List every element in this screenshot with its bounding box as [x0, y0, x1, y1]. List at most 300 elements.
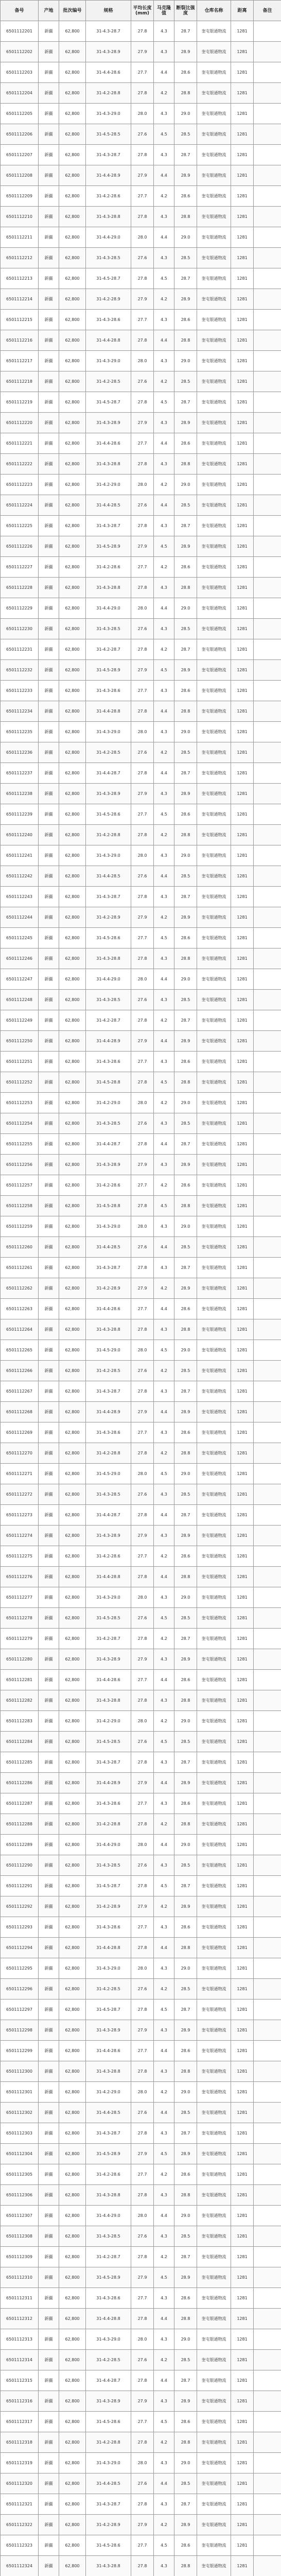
table-cell: [254, 804, 281, 825]
table-row: [1, 825, 281, 845]
table-cell: 27.7: [131, 1052, 154, 1072]
table-cell: 奎屯银通物流: [197, 1443, 231, 1464]
table-row: [1, 2247, 281, 2267]
table-cell: 28.9: [174, 1155, 197, 1175]
table-cell: 6501112216: [1, 330, 39, 351]
table-cell: [254, 1670, 281, 1690]
table-cell: 1281: [231, 392, 254, 413]
table-cell: 6501112214: [1, 289, 39, 310]
table-cell: 新疆: [39, 1381, 59, 1402]
table-cell: 31-4.2-28.8: [86, 2432, 131, 2453]
table-row: [1, 351, 281, 371]
table-cell: 28.7: [174, 1999, 197, 2020]
table-cell: 新疆: [39, 2473, 59, 2494]
table-cell: 62,800: [59, 1876, 86, 1896]
table-cell: [254, 1773, 281, 1793]
table-cell: 1281: [231, 1999, 254, 2020]
table-cell: 6501112324: [1, 2556, 39, 2576]
table-cell: [254, 2473, 281, 2494]
table-cell: 1281: [231, 990, 254, 1010]
table-cell: 31-4.5-28.9: [86, 2144, 131, 2164]
table-cell: 31-4.2-28.8: [86, 825, 131, 845]
table-cell: 新疆: [39, 1340, 59, 1361]
table-row: [1, 2103, 281, 2123]
table-cell: 31-4.3-28.6: [86, 1422, 131, 1443]
table-cell: 28.7: [174, 2370, 197, 2391]
table-row: [1, 2082, 281, 2103]
table-cell: 27.9: [131, 413, 154, 433]
table-cell: 1281: [231, 2515, 254, 2535]
table-cell: 新疆: [39, 1402, 59, 1422]
column-header: 平均长度 (mm): [131, 1, 154, 21]
table-cell: 奎屯银通物流: [197, 1278, 231, 1299]
table-cell: 28.5: [174, 990, 197, 1010]
table-cell: 1281: [231, 227, 254, 248]
table-cell: 新疆: [39, 330, 59, 351]
table-cell: 27.6: [131, 1732, 154, 1752]
table-cell: 奎屯银通物流: [197, 2556, 231, 2576]
table-cell: 新疆: [39, 1814, 59, 1835]
table-cell: 31-4.5-28.8: [86, 1196, 131, 1216]
table-cell: 31-4.3-28.7: [86, 1381, 131, 1402]
table-cell: 31-4.3-28.8: [86, 454, 131, 474]
table-cell: 62,800: [59, 165, 86, 186]
table-cell: 4.4: [154, 1299, 174, 1319]
table-cell: 62,800: [59, 1649, 86, 1670]
table-cell: 6501112244: [1, 907, 39, 928]
table-cell: 27.8: [131, 1258, 154, 1278]
table-cell: 新疆: [39, 2412, 59, 2432]
column-header: 备号: [1, 1, 39, 21]
table-cell: 28.0: [131, 1464, 154, 1484]
table-cell: [254, 1010, 281, 1031]
table-cell: 奎屯银通物流: [197, 1587, 231, 1608]
table-cell: 27.9: [131, 2144, 154, 2164]
table-cell: 6501112238: [1, 784, 39, 804]
table-cell: 27.9: [131, 1278, 154, 1299]
table-cell: 4.4: [154, 330, 174, 351]
table-cell: 6501112315: [1, 2370, 39, 2391]
table-cell: 62,800: [59, 1319, 86, 1340]
table-row: [1, 1670, 281, 1690]
table-row: [1, 1381, 281, 1402]
table-cell: 1281: [231, 722, 254, 742]
table-cell: 31-4.2-28.5: [86, 1979, 131, 1999]
table-cell: 1281: [231, 2061, 254, 2082]
table-cell: 31-4.2-29.0: [86, 2082, 131, 2103]
table-cell: 28.6: [174, 1670, 197, 1690]
table-cell: 奎屯银通物流: [197, 310, 231, 330]
table-row: [1, 1464, 281, 1484]
table-cell: 62,800: [59, 248, 86, 268]
table-cell: 6501112234: [1, 701, 39, 722]
table-cell: 27.6: [131, 248, 154, 268]
table-cell: 28.8: [174, 1319, 197, 1340]
table-cell: 31-4.5-28.7: [86, 1999, 131, 2020]
table-cell: [254, 948, 281, 969]
table-cell: 新疆: [39, 825, 59, 845]
table-cell: 62,800: [59, 1999, 86, 2020]
table-cell: 28.8: [174, 1072, 197, 1093]
table-cell: 28.7: [174, 21, 197, 42]
table-cell: 28.7: [174, 392, 197, 413]
table-cell: 28.0: [131, 598, 154, 619]
table-cell: 1281: [231, 1629, 254, 1649]
table-cell: 1281: [231, 42, 254, 62]
table-cell: [254, 495, 281, 516]
table-row: [1, 1052, 281, 1072]
table-cell: 27.6: [131, 371, 154, 392]
table-cell: 奎屯银通物流: [197, 2412, 231, 2432]
table-cell: 31-4.5-28.6: [86, 2412, 131, 2432]
table-cell: [254, 845, 281, 866]
table-cell: 1281: [231, 1402, 254, 1422]
table-cell: 奎屯银通物流: [197, 42, 231, 62]
table-cell: 31-4.2-28.9: [86, 289, 131, 310]
table-cell: 31-4.3-28.9: [86, 42, 131, 62]
table-cell: 31-4.3-28.8: [86, 2556, 131, 2576]
table-cell: 6501112301: [1, 2082, 39, 2103]
table-cell: 62,800: [59, 639, 86, 660]
table-cell: [254, 1175, 281, 1196]
table-cell: 27.8: [131, 1505, 154, 1526]
table-cell: 奎屯银通物流: [197, 763, 231, 784]
table-cell: 6501112271: [1, 1464, 39, 1484]
table-cell: 4.3: [154, 413, 174, 433]
table-cell: 27.6: [131, 2103, 154, 2123]
table-cell: 4.4: [154, 2309, 174, 2329]
table-cell: 62,800: [59, 887, 86, 907]
table-cell: 1281: [231, 2473, 254, 2494]
table-cell: 奎屯银通物流: [197, 124, 231, 145]
table-cell: 28.0: [131, 1340, 154, 1361]
table-cell: 新疆: [39, 701, 59, 722]
table-cell: 新疆: [39, 1052, 59, 1072]
table-cell: 奎屯银通物流: [197, 248, 231, 268]
table-cell: 奎屯银通物流: [197, 557, 231, 578]
table-cell: [254, 2061, 281, 2082]
table-cell: 1281: [231, 1773, 254, 1793]
table-cell: 4.5: [154, 1340, 174, 1361]
table-row: [1, 248, 281, 268]
table-cell: 28.7: [174, 268, 197, 289]
table-row: [1, 1278, 281, 1299]
table-cell: 28.8: [174, 825, 197, 845]
table-cell: 29.0: [174, 1216, 197, 1237]
table-cell: 6501112245: [1, 928, 39, 948]
table-cell: 新疆: [39, 2041, 59, 2061]
table-cell: 奎屯银通物流: [197, 1526, 231, 1546]
table-cell: 1281: [231, 2535, 254, 2556]
table-cell: 奎屯银通物流: [197, 1093, 231, 1113]
table-cell: 6501112252: [1, 1072, 39, 1093]
table-row: [1, 310, 281, 330]
table-cell: 6501112260: [1, 1237, 39, 1258]
table-cell: 31-4.3-28.5: [86, 1113, 131, 1134]
table-cell: [254, 763, 281, 784]
table-cell: 28.5: [174, 1855, 197, 1876]
table-cell: 奎屯银通物流: [197, 1422, 231, 1443]
table-cell: 28.6: [174, 804, 197, 825]
table-cell: [254, 1484, 281, 1505]
table-cell: 27.9: [131, 165, 154, 186]
table-cell: 28.9: [174, 413, 197, 433]
table-row: [1, 1814, 281, 1835]
table-cell: 27.9: [131, 2020, 154, 2041]
table-cell: 奎屯银通物流: [197, 433, 231, 454]
table-cell: 27.7: [131, 1670, 154, 1690]
table-cell: 28.6: [174, 2535, 197, 2556]
table-cell: 新疆: [39, 495, 59, 516]
table-cell: 1281: [231, 660, 254, 681]
table-cell: 27.8: [131, 2123, 154, 2144]
table-row: [1, 1587, 281, 1608]
table-cell: 奎屯银通物流: [197, 1505, 231, 1526]
table-cell: 奎屯银通物流: [197, 722, 231, 742]
table-cell: 62,800: [59, 1464, 86, 1484]
table-row: [1, 1484, 281, 1505]
table-cell: 6501112248: [1, 990, 39, 1010]
table-cell: 奎屯银通物流: [197, 2329, 231, 2350]
table-cell: [254, 2535, 281, 2556]
table-cell: 28.9: [174, 660, 197, 681]
table-cell: 31-4.4-28.5: [86, 495, 131, 516]
table-cell: 62,800: [59, 2370, 86, 2391]
table-cell: 奎屯银通物流: [197, 2391, 231, 2412]
table-cell: 28.0: [131, 722, 154, 742]
table-cell: [254, 330, 281, 351]
table-cell: 1281: [231, 1134, 254, 1155]
table-row: [1, 784, 281, 804]
table-cell: 62,800: [59, 2103, 86, 2123]
table-cell: [254, 2164, 281, 2185]
table-cell: 28.6: [174, 433, 197, 454]
table-cell: 27.8: [131, 1443, 154, 1464]
table-row: [1, 2267, 281, 2288]
table-row: [1, 1546, 281, 1567]
table-cell: 28.0: [131, 1711, 154, 1732]
table-cell: 31-4.3-29.0: [86, 845, 131, 866]
table-cell: 新疆: [39, 969, 59, 990]
table-cell: 奎屯银通物流: [197, 1361, 231, 1381]
table-cell: 1281: [231, 2267, 254, 2288]
table-cell: 6501112232: [1, 660, 39, 681]
table-cell: [254, 1649, 281, 1670]
table-row: [1, 227, 281, 248]
table-cell: 4.4: [154, 2370, 174, 2391]
table-cell: 4.2: [154, 83, 174, 104]
table-cell: 31-4.2-28.6: [86, 1546, 131, 1567]
table-cell: 27.6: [131, 2226, 154, 2247]
table-cell: 4.3: [154, 207, 174, 227]
table-cell: 31-4.2-28.6: [86, 1175, 131, 1196]
table-cell: 31-4.3-28.5: [86, 619, 131, 639]
table-cell: 4.4: [154, 433, 174, 454]
table-cell: 31-4.2-28.6: [86, 557, 131, 578]
table-cell: 新疆: [39, 1237, 59, 1258]
table-cell: 62,800: [59, 104, 86, 124]
table-cell: 62,800: [59, 21, 86, 42]
table-cell: 31-4.4-28.6: [86, 2041, 131, 2061]
table-cell: 4.5: [154, 1999, 174, 2020]
table-cell: 1281: [231, 1093, 254, 1113]
table-cell: 奎屯银通物流: [197, 1608, 231, 1629]
table-cell: 62,800: [59, 2535, 86, 2556]
table-cell: [254, 2370, 281, 2391]
table-cell: 6501112251: [1, 1052, 39, 1072]
table-cell: 28.9: [174, 1649, 197, 1670]
table-cell: [254, 1855, 281, 1876]
table-cell: 31-4.4-28.7: [86, 2370, 131, 2391]
table-cell: 奎屯银通物流: [197, 1938, 231, 1958]
table-cell: 31-4.3-28.9: [86, 1649, 131, 1670]
table-cell: 1281: [231, 2309, 254, 2329]
table-cell: 6501112289: [1, 1835, 39, 1855]
table-cell: 奎屯银通物流: [197, 2041, 231, 2061]
table-cell: 6501112220: [1, 413, 39, 433]
table-cell: 奎屯银通物流: [197, 2350, 231, 2370]
table-cell: 4.3: [154, 2061, 174, 2082]
table-cell: 4.5: [154, 2535, 174, 2556]
table-cell: 31-4.2-28.8: [86, 83, 131, 104]
table-cell: [254, 1278, 281, 1299]
table-cell: 62,800: [59, 1938, 86, 1958]
table-cell: 奎屯银通物流: [197, 1258, 231, 1278]
table-cell: 28.6: [174, 2041, 197, 2061]
table-cell: 新疆: [39, 2123, 59, 2144]
table-cell: 62,800: [59, 2206, 86, 2226]
table-cell: 奎屯银通物流: [197, 660, 231, 681]
table-cell: [254, 1608, 281, 1629]
table-cell: 新疆: [39, 289, 59, 310]
table-cell: 28.0: [131, 227, 154, 248]
table-cell: [254, 557, 281, 578]
table-cell: 1281: [231, 1752, 254, 1773]
table-cell: 4.3: [154, 2288, 174, 2309]
table-cell: 28.0: [131, 1093, 154, 1113]
table-row: [1, 2020, 281, 2041]
table-cell: 31-4.2-28.7: [86, 639, 131, 660]
table-cell: [254, 2329, 281, 2350]
table-cell: 62,800: [59, 2247, 86, 2267]
table-cell: 27.8: [131, 1134, 154, 1155]
table-cell: 1281: [231, 2453, 254, 2473]
table-cell: 28.6: [174, 928, 197, 948]
table-cell: 28.8: [174, 2185, 197, 2206]
table-cell: 28.0: [131, 351, 154, 371]
table-cell: 6501112205: [1, 104, 39, 124]
table-cell: 4.3: [154, 145, 174, 165]
table-cell: 62,800: [59, 268, 86, 289]
table-cell: 27.9: [131, 660, 154, 681]
table-cell: 1281: [231, 742, 254, 763]
table-cell: [254, 1690, 281, 1711]
table-cell: 28.7: [174, 1876, 197, 1896]
table-cell: 62,800: [59, 722, 86, 742]
table-cell: 27.8: [131, 2494, 154, 2515]
table-cell: 28.7: [174, 887, 197, 907]
table-cell: 62,800: [59, 474, 86, 495]
table-cell: 28.7: [174, 1752, 197, 1773]
table-row: [1, 1155, 281, 1175]
table-cell: 31-4.5-28.6: [86, 804, 131, 825]
table-row: [1, 1443, 281, 1464]
table-cell: [254, 2350, 281, 2370]
table-cell: 奎屯银通物流: [197, 1773, 231, 1793]
table-cell: 31-4.3-28.6: [86, 2288, 131, 2309]
table-cell: 27.7: [131, 2412, 154, 2432]
table-cell: 62,800: [59, 1237, 86, 1258]
table-cell: 29.0: [174, 1711, 197, 1732]
table-cell: 奎屯银通物流: [197, 1979, 231, 1999]
table-cell: 62,800: [59, 1793, 86, 1814]
table-cell: [254, 165, 281, 186]
table-cell: 31-4.5-28.5: [86, 124, 131, 145]
table-cell: 6501112309: [1, 2247, 39, 2267]
table-row: [1, 1876, 281, 1896]
table-cell: [254, 578, 281, 598]
table-cell: [254, 1711, 281, 1732]
table-cell: 6501112243: [1, 887, 39, 907]
table-cell: 6501112312: [1, 2309, 39, 2329]
table-cell: 1281: [231, 1876, 254, 1896]
table-cell: 27.8: [131, 2247, 154, 2267]
table-cell: 新疆: [39, 2515, 59, 2535]
column-header: 断裂比强度: [174, 1, 197, 21]
table-cell: 29.0: [174, 1340, 197, 1361]
table-cell: 4.3: [154, 21, 174, 42]
table-row: [1, 1422, 281, 1443]
column-header: 产地: [39, 1, 59, 21]
table-cell: 6501112276: [1, 1567, 39, 1587]
table-cell: 4.2: [154, 1896, 174, 1917]
table-cell: 28.5: [174, 1484, 197, 1505]
table-row: [1, 433, 281, 454]
table-cell: 新疆: [39, 2144, 59, 2164]
table-cell: [254, 186, 281, 207]
table-cell: 1281: [231, 845, 254, 866]
table-row: [1, 1072, 281, 1093]
table-cell: 4.3: [154, 310, 174, 330]
table-cell: 62,800: [59, 2226, 86, 2247]
table-cell: 奎屯银通物流: [197, 1216, 231, 1237]
table-cell: 4.3: [154, 2123, 174, 2144]
table-cell: 31-4.4-28.6: [86, 1670, 131, 1690]
table-cell: 新疆: [39, 1711, 59, 1732]
table-cell: 奎屯银通物流: [197, 887, 231, 907]
table-cell: 新疆: [39, 413, 59, 433]
table-cell: 4.2: [154, 742, 174, 763]
table-cell: 27.8: [131, 578, 154, 598]
table-cell: 28.6: [174, 681, 197, 701]
table-cell: 奎屯银通物流: [197, 1876, 231, 1896]
table-cell: 6501112241: [1, 845, 39, 866]
table-cell: 6501112221: [1, 433, 39, 454]
table-cell: 31-4.3-29.0: [86, 722, 131, 742]
table-cell: 28.0: [131, 2082, 154, 2103]
table-cell: 4.2: [154, 1711, 174, 1732]
table-cell: 4.2: [154, 371, 174, 392]
table-cell: 奎屯银通物流: [197, 1999, 231, 2020]
table-cell: 奎屯银通物流: [197, 2164, 231, 2185]
table-cell: 62,800: [59, 1855, 86, 1876]
table-cell: 新疆: [39, 2206, 59, 2226]
table-cell: 奎屯银通物流: [197, 2061, 231, 2082]
table-cell: 新疆: [39, 578, 59, 598]
table-cell: 28.0: [131, 104, 154, 124]
table-cell: 1281: [231, 1835, 254, 1855]
table-row: [1, 701, 281, 722]
